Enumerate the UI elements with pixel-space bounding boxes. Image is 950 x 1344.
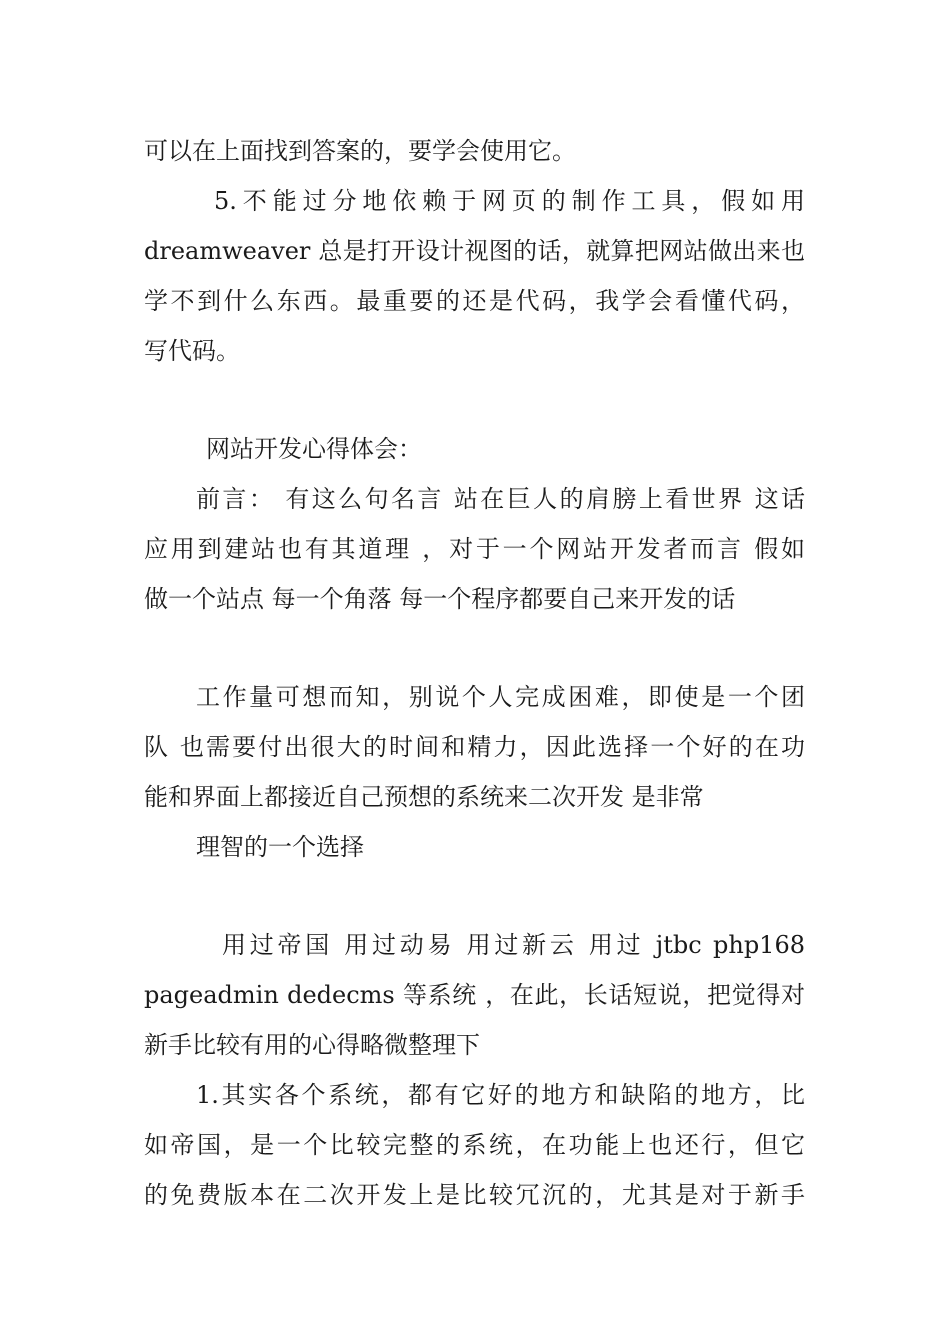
text-line: 的免费版本在二次开发上是比较冗沉的，尤其是对于新手 bbox=[144, 1181, 805, 1209]
text-line: 学不到什么东西。最重要的还是代码，我学会看懂代码， bbox=[144, 287, 805, 315]
text-line: 5.不能过分地依赖于网页的制作工具，假如用 bbox=[214, 187, 805, 215]
text-line: 可以在上面找到答案的，要学会使用它。 bbox=[144, 137, 576, 165]
text-line: 如帝国，是一个比较完整的系统，在功能上也还行，但它 bbox=[144, 1131, 805, 1159]
text-line: pageadmin dedecms 等系统 ，在此，长话短说，把觉得对 bbox=[144, 981, 805, 1009]
text-line: 新手比较有用的心得略微整理下 bbox=[144, 1031, 480, 1059]
text-line: dreamweaver 总是打开设计视图的话，就算把网站做出来也 bbox=[144, 237, 805, 265]
text-line: 应用到建站也有其道理 ，对于一个网站开发者而言 假如 bbox=[144, 535, 805, 563]
text-line: 用过帝国 用过动易 用过新云 用过 jtbc php168 bbox=[222, 931, 805, 959]
text-line: 理智的一个选择 bbox=[196, 833, 364, 861]
text-line: 队 也需要付出很大的时间和精力，因此选择一个好的在功 bbox=[144, 733, 805, 761]
text-line: 能和界面上都接近自己预想的系统来二次开发 是非常 bbox=[144, 783, 704, 811]
text-line: 前言： 有这么句名言 站在巨人的肩膀上看世界 这话 bbox=[196, 485, 805, 513]
text-line: 工作量可想而知，别说个人完成困难，即使是一个团 bbox=[196, 683, 805, 711]
text-line: 1.其实各个系统，都有它好的地方和缺陷的地方，比 bbox=[196, 1081, 805, 1109]
section-heading: 网站开发心得体会： bbox=[206, 435, 422, 463]
text-line: 做一个站点 每一个角落 每一个程序都要自己来开发的话 bbox=[144, 585, 736, 613]
text-line: 写代码。 bbox=[144, 337, 240, 365]
